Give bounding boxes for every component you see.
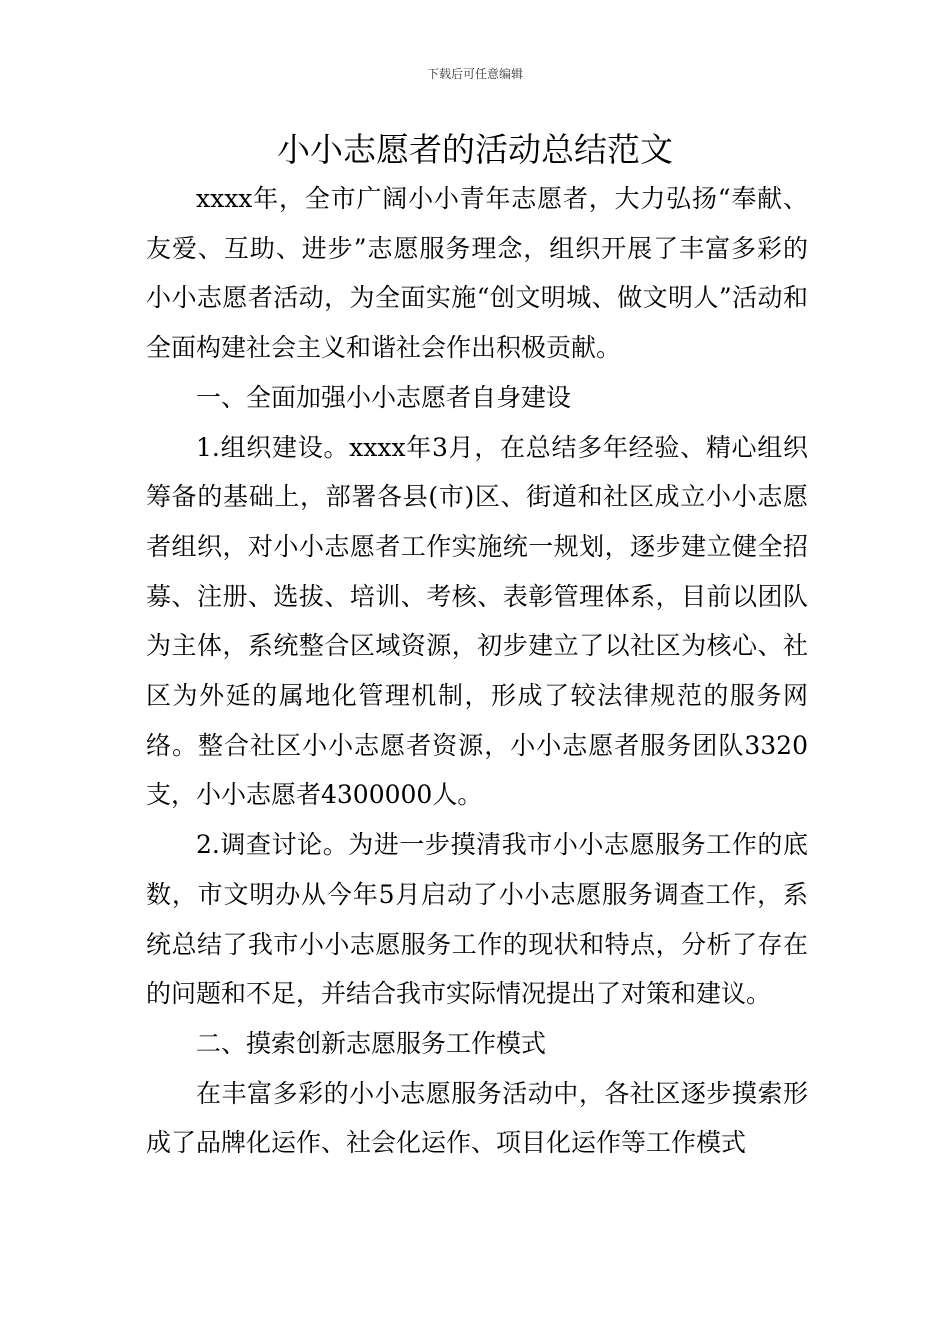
document-title: 小小志愿者的活动总结范文: [277, 130, 673, 169]
paragraph-survey: 2.调查讨论。为进一步摸清我市小小志愿服务工作的底数，市文明办从今年5月启动了小小志愿服务调查工作，系统总结了我市小小志愿服务工作的现状和特点，分析了存在的问题和不足，并结合我市实际情况提出了对策和建议。: [146, 830, 808, 1009]
section-heading-1: 一、全面加强小小志愿者自身建设: [196, 382, 572, 412]
paragraph-organization: 1.组织建设。xxxx年3月，在总结多年经验、精心组织筹备的基础上，部署各县(市)区、街道和社区成立小小志愿者组织，对小小志愿者工作实施统一规划，逐步建立健全招募、注册、选拔、培训、考核、表彰管理体系，目前以团队为主体，系统整合区域资源，初步建立了以社区为核心、社区为外延的属地化管理机制，形成了较法律规范的服务网络。整合社区小小志愿者资源，小小志愿者服务团队3320支，小小志愿者4300000人。: [146, 432, 808, 810]
page-header-note: 下载后可任意编辑: [426, 67, 523, 81]
section-heading-2: 二、摸索创新志愿服务工作模式: [196, 1028, 547, 1058]
paragraph-models: 在丰富多彩的小小志愿服务活动中，各社区逐步摸索形成了品牌化运作、社会化运作、项目化运作等工作模式: [146, 1078, 808, 1158]
paragraph-intro: xxxx年，全市广阔小小青年志愿者，大力弘扬“奉献、友爱、互助、进步”志愿服务理念，组织开展了丰富多彩的小小志愿者活动，为全面实施“创文明城、做文明人”活动和全面构建社会主义和谐社会作出积极贡献。: [146, 184, 808, 363]
document-body: [146, 174, 808, 1168]
